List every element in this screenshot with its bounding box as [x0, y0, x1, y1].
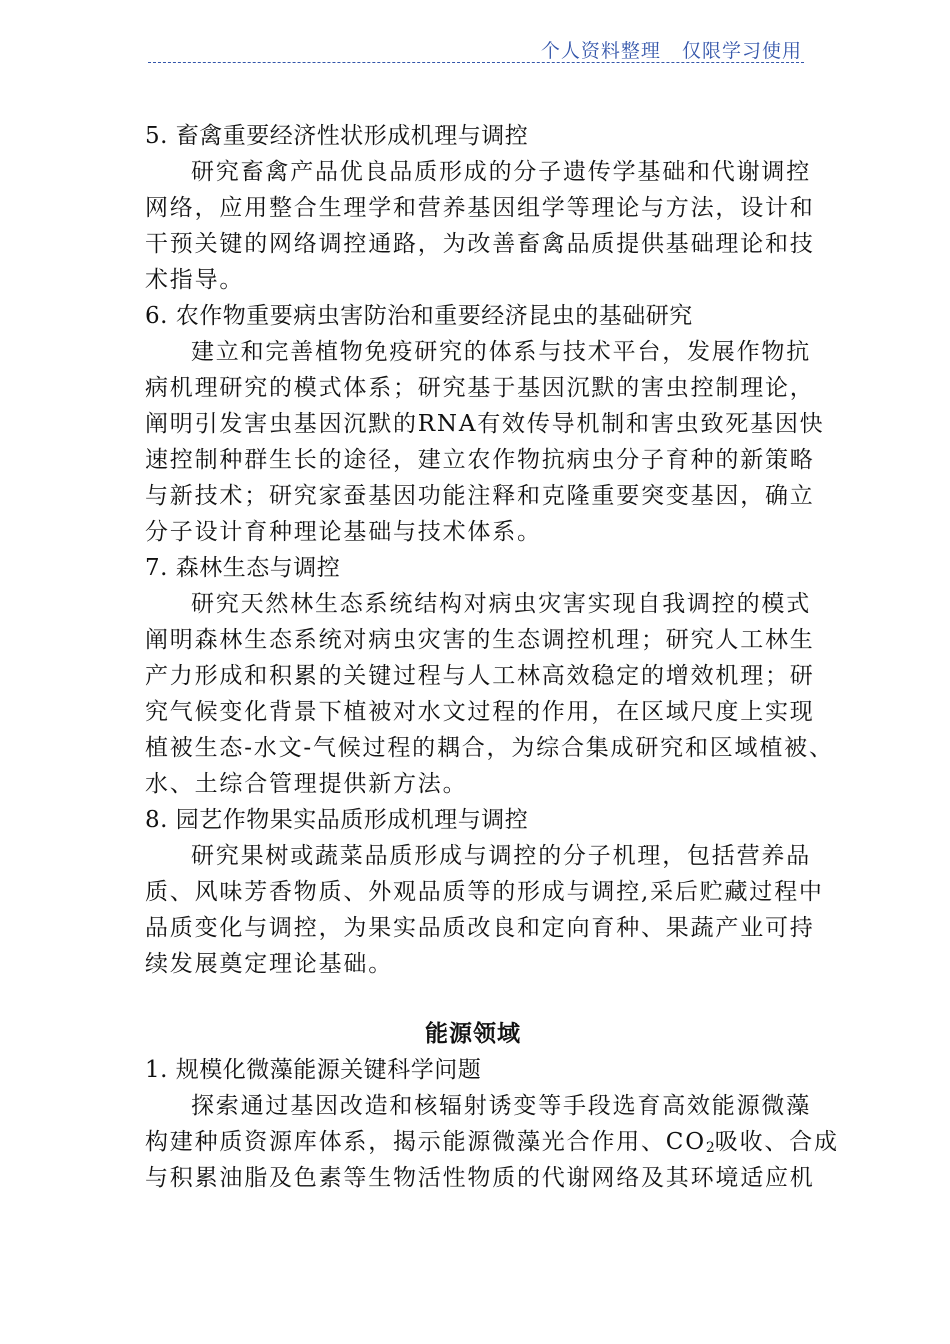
page-header: [148, 36, 804, 63]
paragraph-line: 术指导。: [145, 267, 245, 293]
item-6: [145, 298, 825, 550]
paragraph-line: 水、土综合管理提供新方法。: [145, 771, 468, 797]
text-segment: 吸收、合成: [714, 1129, 839, 1155]
paragraph-line: [145, 1124, 839, 1160]
paragraph-line: 质、风味芳香物质、外观品质等的形成与调控,采后贮藏过程中: [145, 879, 824, 905]
paragraph-line: 与新技术；研究家蚕基因功能注释和克隆重要突变基因，确立: [145, 483, 815, 509]
text-segment: 构建种质资源库体系，揭示能源微藻光合作用、CO: [145, 1129, 706, 1155]
header-text: 个人资料整理 仅限学习使用: [540, 40, 802, 62]
paragraph-line: 产力形成和积累的关键过程与人工林高效稳定的增效机理；研: [145, 663, 815, 689]
item-heading: 6. 农作物重要病虫害防治和重要经济昆虫的基础研究: [145, 303, 693, 329]
document-body: [145, 118, 839, 1196]
paragraph-line: 干预关键的网络调控通路，为改善畜禽品质提供基础理论和技: [145, 231, 815, 257]
paragraph-line: 植被生态-水文-气候过程的耦合，为综合集成研究和区域植被、: [145, 735, 834, 761]
paragraph-line: 建立和完善植物免疫研究的体系与技术平台，发展作物抗: [191, 339, 811, 365]
item-8: [145, 802, 825, 982]
paragraph-line: 研究天然林生态系统结构对病虫灾害实现自我调控的模式: [191, 591, 811, 617]
item-heading: 8. 园艺作物果实品质形成机理与调控: [145, 807, 529, 833]
paragraph-line: 速控制种群生长的途径，建立农作物抗病虫分子育种的新策略: [145, 447, 815, 473]
paragraph-line: 探索通过基因改造和核辐射诱变等手段选育高效能源微藻: [191, 1093, 811, 1119]
paragraph-line: 网络，应用整合生理学和营养基因组学等理论与方法，设计和: [145, 195, 815, 221]
paragraph-line: 阐明森林生态系统对病虫灾害的生态调控机理；研究人工林生: [145, 627, 815, 653]
paragraph-line: 研究畜禽产品优良品质形成的分子遗传学基础和代谢调控: [191, 159, 811, 185]
paragraph-line: 分子设计育种理论基础与技术体系。: [145, 519, 542, 545]
paragraph-line: 阐明引发害虫基因沉默的RNA有效传导机制和害虫致死基因快: [145, 411, 825, 437]
paragraph-line: 病机理研究的模式体系；研究基于基因沉默的害虫控制理论，: [145, 375, 815, 401]
paragraph-line: 究气候变化背景下植被对水文过程的作用，在区域尺度上实现: [145, 699, 815, 725]
item-heading: 7. 森林生态与调控: [145, 555, 341, 581]
item-heading: 5. 畜禽重要经济性状形成机理与调控: [145, 123, 529, 149]
item-heading: 1. 规模化微藻能源关键科学问题: [145, 1057, 482, 1083]
paragraph-line: 品质变化与调控，为果实品质改良和定向育种、果蔬产业可持: [145, 915, 815, 941]
subscript: 2: [705, 1140, 715, 1156]
energy-item-1: [145, 1052, 839, 1196]
item-7: [145, 550, 834, 802]
section-title: 能源领域: [425, 1020, 521, 1047]
paragraph-line: 与积累油脂及色素等生物活性物质的代谢网络及其环境适应机: [145, 1165, 815, 1191]
item-5: [145, 118, 825, 298]
paragraph-line: 研究果树或蔬菜品质形成与调控的分子机理，包括营养品: [191, 843, 811, 869]
paragraph-line: 续发展奠定理论基础。: [145, 951, 393, 977]
